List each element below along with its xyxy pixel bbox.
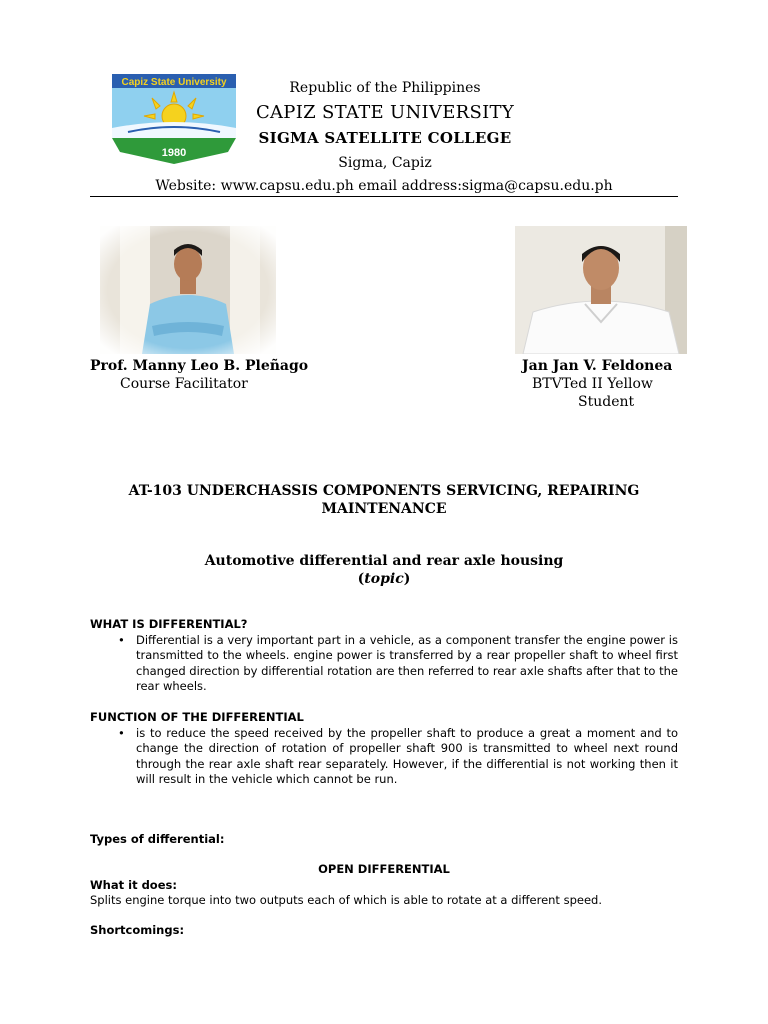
what-it-does-text: Splits engine torque into two outputs each of which is able to rotate at a different speed. bbox=[90, 893, 602, 907]
college-name: SIGMA SATELLITE COLLEGE bbox=[258, 129, 512, 147]
student-name: Jan Jan V. Feldonea bbox=[522, 358, 673, 374]
republic-line: Republic of the Philippines bbox=[289, 80, 481, 96]
bullet-icon: • bbox=[118, 726, 125, 740]
what-heading: WHAT IS DIFFERENTIAL? bbox=[90, 617, 248, 631]
what-it-does-label: What it does: bbox=[90, 878, 177, 892]
function-bullet bbox=[118, 726, 678, 787]
function-heading: FUNCTION OF THE DIFFERENTIAL bbox=[90, 710, 304, 724]
facilitator-photo bbox=[100, 226, 276, 354]
what-bullet-text: Differential is a very important part in a vehicle, as a component transfer the engine power is transmitted to the wheels. engine power is transferred by a rear propeller shaft to wheel first changed direction by differential rotation are then referred to rear axle shafts after that to the rear wheels. bbox=[136, 633, 678, 693]
logo-year: 1980 bbox=[161, 147, 187, 159]
logo-text: Capiz State University bbox=[121, 77, 227, 88]
place-line: Sigma, Capiz bbox=[338, 155, 432, 171]
facilitator-name: Prof. Manny Leo B. Pleñago bbox=[90, 358, 309, 374]
student-photo bbox=[515, 226, 687, 354]
header-rule bbox=[90, 196, 678, 197]
course-title: AT-103 UNDERCHASSIS COMPONENTS SERVICING, REPAIRING MAINTENANCE bbox=[128, 483, 640, 517]
shortcomings-label: Shortcomings: bbox=[90, 923, 185, 937]
open-differential-heading: OPEN DIFFERENTIAL bbox=[318, 862, 450, 876]
topic-note: (topic) bbox=[357, 571, 411, 587]
university-name: CAPIZ STATE UNIVERSITY bbox=[255, 102, 515, 123]
topic-title bbox=[90, 552, 678, 588]
bullet-icon: • bbox=[118, 633, 125, 647]
topic-text: Automotive differential and rear axle housing bbox=[204, 553, 564, 569]
what-bullet bbox=[118, 633, 678, 694]
function-bullet-text: is to reduce the speed received by the propeller shaft to produce a great a moment and to change the direction of rotation of propeller shaft 900 is transmitted to wheel next round through the rear axle shaft rear separately. However, if the differential is not working then it will result in the vehicle which cannot be run. bbox=[136, 726, 678, 786]
website-line: Website: www.capsu.edu.ph email address:sigma@capsu.edu.ph bbox=[155, 178, 613, 194]
student-section: BTVTed II Yellow bbox=[532, 376, 653, 392]
types-heading: Types of differential: bbox=[90, 832, 225, 846]
student-role: Student bbox=[578, 394, 635, 410]
facilitator-role: Course Facilitator bbox=[120, 376, 248, 392]
